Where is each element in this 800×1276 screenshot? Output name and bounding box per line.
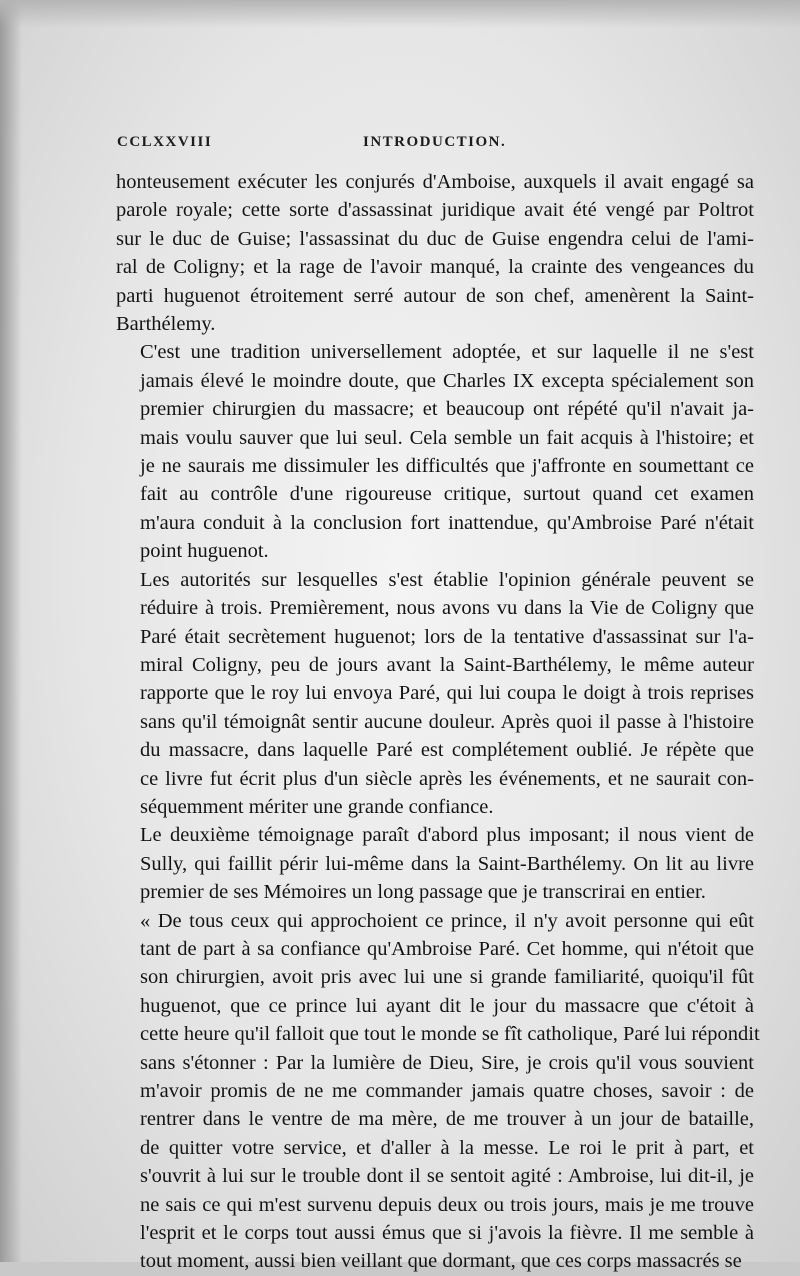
text-line: réduire à trois. Premièrement, nous avons vu dans la Vie de Coligny que [140, 597, 754, 620]
paragraph [116, 821, 754, 906]
text-line: Les autorités sur lesquelles s'est établie l'opinion générale peuvent se [140, 568, 754, 591]
text-line: son chirurgien, avoit pris avec lui une si grande familiarité, quoiqu'il fût [140, 966, 754, 989]
text-line: premier chirurgien du massacre; et beaucoup ont répété qu'il n'avait ja- [140, 398, 754, 421]
text-line: honteusement exécuter les conjurés d'Amboise, auxquels il avait engagé sa [116, 171, 754, 193]
text-line: de quitter votre service, et d'aller à la messe. Le roi le prit à part, et [140, 1136, 754, 1159]
text-line: m'avoir promis de ne me commander jamais quatre choses, savoir : de [140, 1080, 754, 1102]
text-line: Le deuxième témoignage paraît d'abord plus imposant; il nous vient de [140, 824, 754, 847]
text-line: rapporte que le roy lui envoya Paré, qui lui coupa le doigt à trois reprises [140, 682, 754, 705]
text-line: Barthélemy. [116, 313, 216, 336]
text-line: « De tous ceux qui approchoient ce prince, il n'y avoit personne qui eût [140, 909, 754, 932]
text-line: je ne saurais me dissimuler les difficultés que j'affronte en soumettant ce [140, 455, 754, 478]
text-line: parti huguenot étroitement serré autour de son chef, amenèrent la Saint- [116, 284, 754, 307]
text-line: Paré était secrètement huguenot; lors de la tentative d'assassinat sur l'a- [140, 625, 754, 648]
page-edge-shadow-top [0, 0, 800, 28]
paragraph [116, 168, 754, 338]
page-header [117, 134, 757, 158]
text-line: ce livre fut écrit plus d'un siècle après les événements, et ne saurait con- [140, 767, 754, 790]
text-line: cette heure qu'il falloit que tout le monde se fît catholique, Paré lui répondit [140, 1023, 760, 1046]
text-line: parole royale; cette sorte d'assassinat juridique avait été vengé par Poltrot [116, 199, 754, 222]
text-line: sans s'étonner : Par la lumière de Dieu, Sire, je crois qu'il vous souvient [140, 1051, 754, 1074]
text-line: jamais élevé le moindre doute, que Charles IX excepta spécialement son [140, 369, 754, 392]
text-line: s'ouvrit à lui sur le trouble dont il se sentoit agité : Ambroise, lui dit-il, je [140, 1165, 754, 1188]
text-line: miral Coligny, peu de jours avant la Saint-Barthélemy, le même auteur [140, 653, 754, 676]
page-edge-shadow-left [0, 0, 22, 1262]
paragraph [116, 907, 760, 1276]
text-line: sans qu'il témoignât sentir aucune douleur. Après quoi il passe à l'histoire [140, 710, 754, 733]
text-line: tant de part à sa confiance qu'Ambroise Paré. Cet homme, qui n'étoit que [140, 937, 754, 960]
text-line: premier de ses Mémoires un long passage que je transcrirai en entier. [140, 881, 706, 904]
text-line: l'esprit et le corps tout aussi émus que si j'avois la fièvre. Il me semble à [140, 1222, 754, 1245]
text-line: huguenot, que ce prince lui ayant dit le jour du massacre que c'étoit à [140, 994, 754, 1017]
text-line: rentrer dans le ventre de ma mère, de me trouver à un jour de bataille, [140, 1108, 754, 1131]
paragraph [116, 566, 754, 822]
text-line: fait au contrôle d'une rigoureuse critique, surtout quand cet examen [140, 483, 754, 506]
text-line: du massacre, dans laquelle Paré est complétement oublié. Je répète que [140, 739, 754, 762]
text-line: ne sais ce qui m'est survenu depuis deux ou trois jours, mais je me trouve [140, 1193, 754, 1216]
text-line: point huguenot. [140, 540, 269, 563]
body-text [116, 168, 760, 1276]
text-line: Sully, qui faillit périr lui-même dans la Saint-Barthélemy. On lit au livre [140, 852, 754, 875]
running-title: INTRODUCTION. [363, 134, 507, 150]
text-line: ral de Coligny; et la rage de l'avoir manqué, la crainte des vengeances du [116, 256, 754, 279]
text-line: sur le duc de Guise; l'assassinat du duc de Guise engendra celui de l'ami- [116, 227, 754, 250]
text-line: séquemment mériter une grande confiance. [140, 795, 494, 818]
paragraph [116, 338, 754, 565]
text-line: mais voulu sauver que lui seul. Cela semble un fait acquis à l'histoire; et [140, 426, 754, 449]
text-line: C'est une tradition universellement adoptée, et sur laquelle il ne s'est [140, 341, 754, 364]
text-line: m'aura conduit à la conclusion fort inattendue, qu'Ambroise Paré n'était [140, 511, 754, 534]
text-line: tout moment, aussi bien veillant que dormant, que ces corps massacrés se [140, 1250, 742, 1273]
page-folio-number: CCLXXVIII [117, 134, 213, 150]
